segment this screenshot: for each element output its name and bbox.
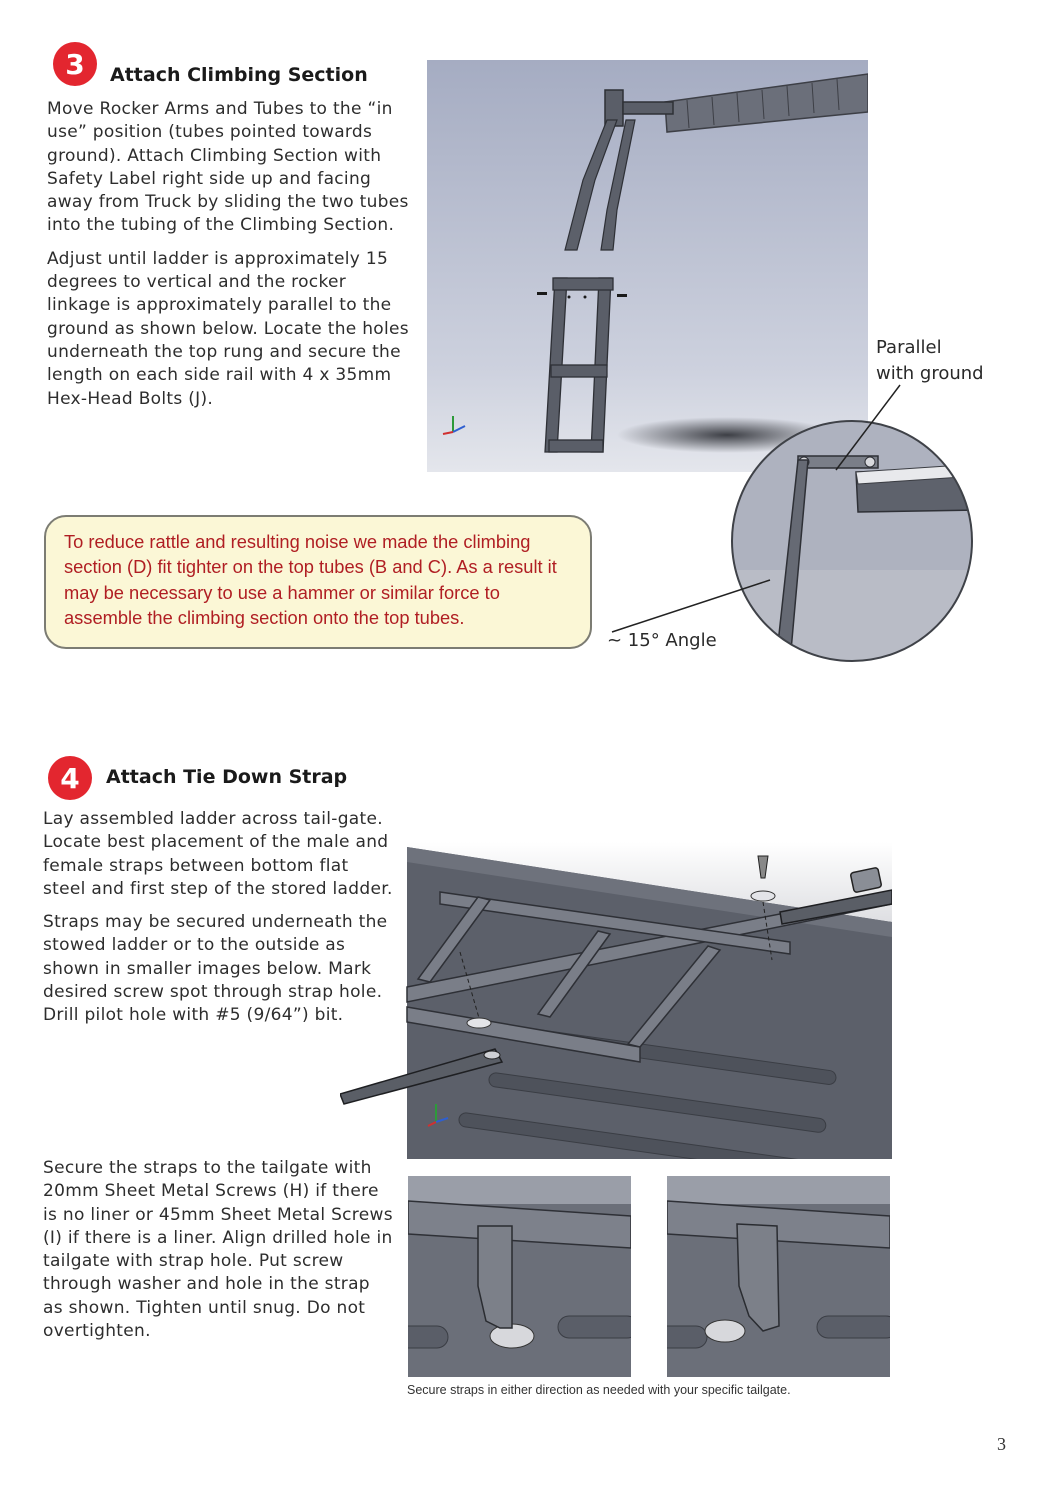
step-number: 4 bbox=[60, 761, 80, 795]
angle-label: ~ 15° Angle bbox=[607, 630, 717, 651]
paragraph: Straps may be secured underneath the stowed ladder or to the outside as shown in smaller images below. Mark desired screw spot through strap hole. Drill pilot hole with #5 (9/64”) bit. bbox=[43, 912, 388, 1026]
step-4-badge bbox=[48, 756, 92, 800]
strap-detail-outside bbox=[667, 1176, 890, 1377]
paragraph: Adjust until ladder is approximately 15 degrees to vertical and the rocker linkage is approximately parallel to the ground as shown below. Locate the holes underneath the top rung and secure the length on each side rail with 4 x 35mm Hex-Head Bolts (J). bbox=[47, 248, 409, 409]
step-4-securing-instructions bbox=[43, 1157, 395, 1353]
strap-detail-under bbox=[408, 1176, 631, 1377]
warning-note bbox=[44, 515, 592, 649]
step-3-title: Attach Climbing Section bbox=[110, 64, 368, 86]
paragraph: Move Rocker Arms and Tubes to the “in use” position (tubes pointed towards ground). Attach Climbing Section with Safety Label right side up and facing away from Truck by sliding the two tubes into the tubing of the Climbing Section. bbox=[47, 99, 409, 236]
step-number: 3 bbox=[65, 47, 85, 81]
paragraph: Lay assembled ladder across tail-gate. Locate best placement of the male and female straps between bottom flat steel and first step of the stored ladder. bbox=[43, 809, 393, 899]
paragraph: Secure the straps to the tailgate with 20mm Sheet Metal Screws (H) if there is no liner or 45mm Sheet Metal Screws (I) if there is a liner. Align drilled hole in tailgate with strap hole. Put screw through washer and hole in the strap as shown. Tighten until snug. Do not overtighten. bbox=[43, 1158, 393, 1342]
page-number: 3 bbox=[997, 1434, 1006, 1454]
leader-lines bbox=[600, 370, 920, 640]
image-caption: Secure straps in either direction as needed with your specific tailgate. bbox=[407, 1383, 791, 1397]
note-text: To reduce rattle and resulting noise we made the climbing section (D) fit tighter on the top tubes (B and C). As a result it may be necessary to use a hammer or similar force to assemble the climbing section onto the top tubes. bbox=[64, 531, 557, 629]
label-line: Parallel bbox=[876, 337, 942, 358]
step-3-badge bbox=[53, 42, 97, 86]
step-4-title: Attach Tie Down Strap bbox=[106, 766, 348, 788]
tie-down-strap-illustration bbox=[340, 842, 892, 1159]
step-3-instructions bbox=[47, 98, 409, 421]
label-line: with ground bbox=[876, 363, 984, 384]
